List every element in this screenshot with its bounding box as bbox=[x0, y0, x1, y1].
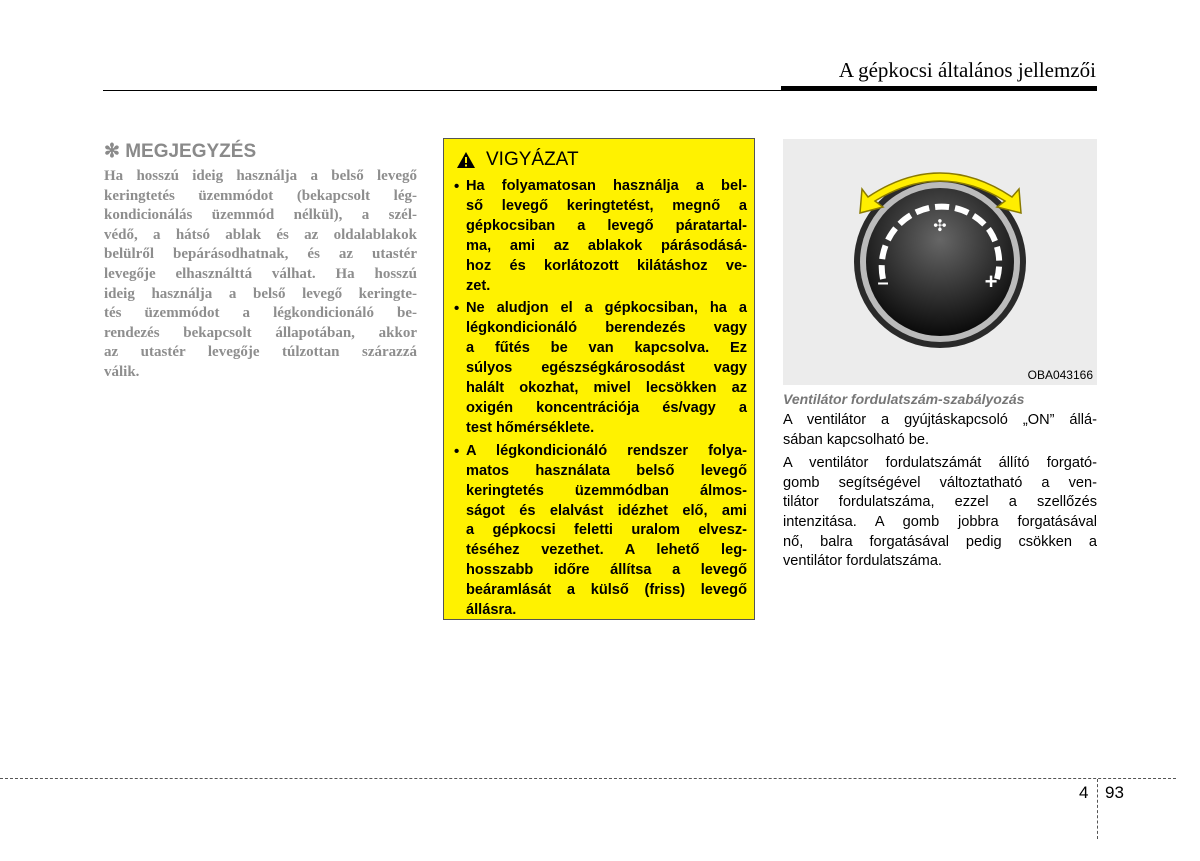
text-line: beáramlását a külső (friss) levegő bbox=[466, 582, 747, 599]
text-line: test hőmérséklete. bbox=[466, 419, 595, 436]
warning-box bbox=[443, 138, 755, 620]
text-line: halált okozhat, mivel lecsökken az bbox=[466, 380, 747, 397]
footer-divider bbox=[1097, 779, 1098, 839]
paragraph bbox=[783, 454, 1097, 572]
text-line: belülről bepárásodhatnak, és az utastér bbox=[104, 246, 417, 263]
chapter-number: 4 bbox=[1079, 783, 1089, 802]
fan-knob-figure bbox=[783, 139, 1097, 385]
text-line: állásra. bbox=[466, 602, 517, 619]
fan-speed-section bbox=[783, 391, 1097, 576]
text-line: gépkocsiban a levegő páratartal- bbox=[466, 217, 747, 234]
section-body bbox=[783, 411, 1097, 572]
text-line: zet. bbox=[466, 277, 491, 294]
text-line: matos használata belső levegő bbox=[466, 462, 747, 479]
text-line: ső levegő keringtetést, megnő a bbox=[466, 197, 747, 214]
text-line: légkondicionáló berendezés vagy bbox=[466, 320, 747, 337]
text-line: tilátor fordulatszáma, ezzel a szellőzés bbox=[783, 494, 1097, 511]
warning-triangle-icon bbox=[456, 151, 476, 169]
text-line: intenzitása. A gomb jobbra forgatásával bbox=[783, 513, 1097, 530]
text-line: keringtetés üzemmódot (bekapcsolt lég- bbox=[104, 187, 417, 204]
text-line: kondicionálás üzemmód nélkül), a szél- bbox=[104, 207, 417, 224]
text-line: téséhez vezethet. A lehető leg- bbox=[466, 542, 747, 559]
text-line: nő, balra forgatásával pedig csökken a bbox=[783, 533, 1097, 550]
text-line: A ventilátor a gyújtáskapcsoló „ON” állá- bbox=[783, 412, 1097, 428]
note-title: ✻ MEGJEGYZÉS bbox=[104, 141, 257, 162]
warning-item bbox=[454, 299, 747, 438]
text-line: Ha hosszú ideig használja a belső levegő bbox=[104, 168, 417, 184]
text-line: hosszabb időre állítsa a levegő bbox=[466, 562, 747, 579]
warning-item bbox=[454, 442, 747, 621]
text-line: védő, a hátsó ablak és az oldalablakok bbox=[104, 226, 417, 243]
text-line: rendezés bekapcsolt állapotában, akkor bbox=[104, 324, 417, 341]
figure-code: OBA043166 bbox=[1027, 368, 1093, 382]
header-thick-rule bbox=[781, 86, 1097, 91]
text-line: a fűtés be van kapcsolva. Ez bbox=[466, 340, 747, 357]
text-line: ideig használja a belső levegő keringte- bbox=[104, 285, 417, 302]
page-header-title: A gépkocsi általános jellemzői bbox=[838, 58, 1096, 82]
text-line: oxigén koncentrációja és/vagy a bbox=[466, 399, 747, 416]
svg-text:✣: ✣ bbox=[933, 216, 947, 235]
svg-text:+: + bbox=[984, 269, 998, 294]
warning-item bbox=[454, 177, 747, 296]
text-line: • Ha folyamatosan használja a bel- bbox=[466, 178, 747, 194]
section-caption: Ventilátor fordulatszám-szabályozás bbox=[783, 391, 1025, 407]
page-number: 93 bbox=[1105, 783, 1124, 802]
text-line: A ventilátor fordulatszámát állító forgató- bbox=[783, 455, 1097, 472]
text-line: • A légkondicionáló rendszer folya- bbox=[466, 442, 747, 459]
paragraph bbox=[783, 411, 1097, 450]
text-line: keringtetés üzemmódban álmos- bbox=[466, 482, 747, 499]
footer-rule bbox=[0, 778, 1176, 779]
text-line: sában kapcsolható be. bbox=[783, 431, 930, 448]
note-section bbox=[104, 140, 417, 383]
text-line: levegője elhasználttá válhat. Ha hosszú bbox=[104, 265, 417, 282]
warning-title: VIGYÁZAT bbox=[486, 149, 579, 170]
text-line: súlyos egészségkárosodást vagy bbox=[466, 360, 747, 377]
text-line: válik. bbox=[104, 363, 140, 380]
text-line: • Ne aludjon el a gépkocsiban, ha a bbox=[466, 300, 747, 317]
text-line: az utastér levegője túlzottan szárazzá bbox=[104, 344, 417, 361]
text-line: a gépkocsi feletti uralom elvesz- bbox=[466, 522, 747, 539]
text-line: gomb segítségével változtatható a ven- bbox=[783, 474, 1097, 491]
fan-speed-knob-illustration bbox=[783, 139, 1097, 385]
warning-list bbox=[444, 177, 754, 621]
text-line: hoz és korlátozott kilátáshoz ve- bbox=[466, 257, 747, 274]
text-line: ma, ami az ablakok párásodásá- bbox=[466, 237, 747, 254]
text-line: ságot és elalvást idézhet elő, ami bbox=[466, 502, 747, 519]
text-line: ventilátor fordulatszáma. bbox=[783, 553, 942, 570]
text-line: tés üzemmódot a légkondicionáló be- bbox=[104, 305, 417, 322]
note-body bbox=[104, 167, 417, 383]
svg-text:–: – bbox=[877, 272, 889, 294]
